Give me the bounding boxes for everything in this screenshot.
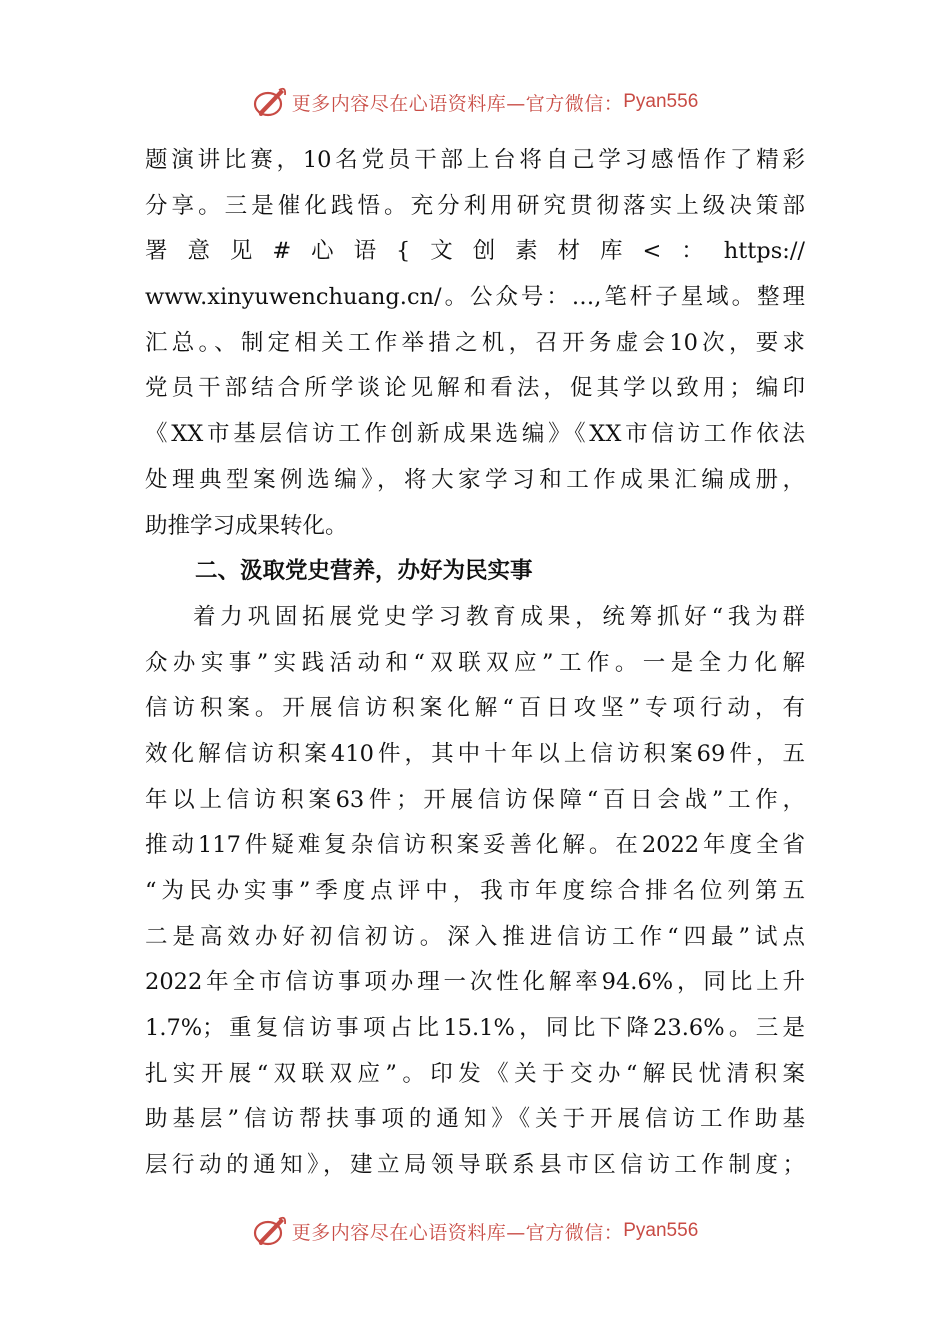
body-line: 助推学习成果转化。 — [145, 512, 348, 539]
body-line: www.xinyuwenchuang.cn/。公众号：…,笔杆子星域。整理 — [145, 284, 805, 311]
body-line: 效化解信访积案410件，其中十年以上信访积案69件，五 — [145, 740, 805, 767]
body-line: 分享。三是催化践悟。充分利用研究贯彻落实上级决策部 — [145, 192, 805, 219]
body-line: 二是高效办好初信初访。深入推进信访工作“四最”试点 — [145, 923, 805, 950]
body-line: 着力巩固拓展党史学习教育成果，统筹抓好“我为群 — [193, 603, 805, 630]
body-line: 扎实开展“双联双应”。印发《关于交办“解民忧清积案 — [145, 1060, 805, 1087]
document-body — [145, 138, 805, 1189]
body-line: 层行动的通知》，建立局领导联系县市区信访工作制度； — [145, 1152, 805, 1179]
body-line: 汇总。、制定相关工作举措之机，召开务虚会10次，要求 — [145, 329, 805, 356]
body-line: 助基层”信访帮扶事项的通知》《关于开展信访工作助基 — [145, 1106, 805, 1133]
footer-banner — [0, 1211, 950, 1251]
body-line: 1.7%；重复信访事项占比15.1%，同比下降23.6%。三是 — [145, 1015, 805, 1042]
quill-pen-logo-icon — [252, 1213, 288, 1249]
body-line: 《XX市基层信访工作创新成果选编》《XX市信访工作依法 — [145, 421, 805, 448]
section-heading: 二、汲取党史营养，办好为民实事 — [195, 558, 533, 585]
header-banner-text: 更多内容尽在心语资料库—官方微信： — [291, 92, 624, 115]
body-line: 党员干部结合所学谈论见解和看法，促其学以致用；编印 — [145, 375, 805, 402]
footer-banner-wechat-id: Pyan556 — [623, 1220, 699, 1241]
body-line: 署意见#心语{文创素材库<：https:// — [145, 238, 805, 265]
body-line: 处理典型案例选编》，将大家学习和工作成果汇编成册， — [145, 466, 805, 493]
body-line: 众办实事”实践活动和“双联双应”工作。一是全力化解 — [145, 649, 805, 676]
body-line: 推动117件疑难复杂信访积案妥善化解。在2022年度全省 — [145, 832, 805, 859]
footer-banner-text: 更多内容尽在心语资料库—官方微信： — [291, 1221, 624, 1244]
quill-pen-logo-icon — [252, 84, 288, 120]
body-line: 年以上信访积案63件；开展信访保障“百日会战”工作， — [145, 786, 805, 813]
header-banner-wechat-id: Pyan556 — [623, 91, 699, 112]
header-banner — [0, 82, 950, 122]
body-line: 信访积案。开展信访积案化解“百日攻坚”专项行动，有 — [145, 695, 805, 722]
body-line: “为民办实事”季度点评中，我市年度综合排名位列第五 — [145, 878, 805, 904]
body-line: 题演讲比赛，10名党员干部上台将自己学习感悟作了精彩 — [145, 147, 805, 173]
body-line: 2022年全市信访事项办理一次性化解率94.6%，同比上升 — [145, 969, 805, 996]
